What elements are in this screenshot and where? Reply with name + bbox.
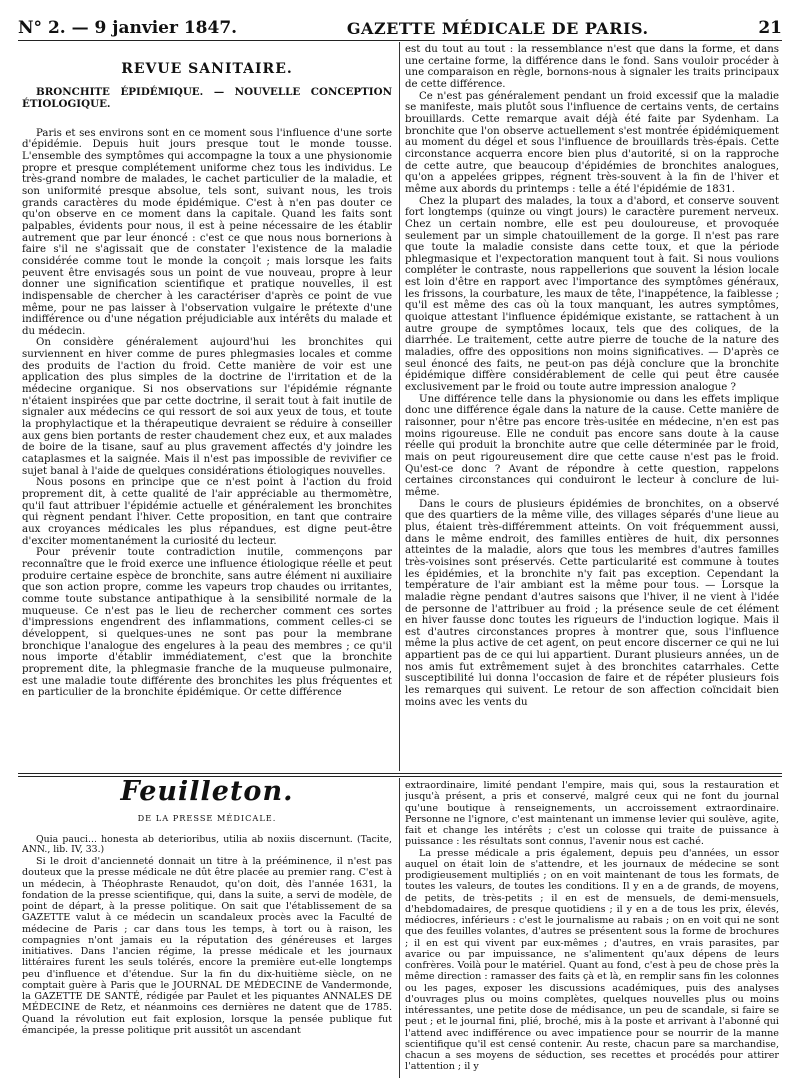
feuilleton-left-column — [22, 780, 392, 1078]
revue-paragraph: Ce n'est pas généralement pendant un froid excessif que la maladie se manifeste, mais plutôt sous l'influence de certains vents, de certains brouillards. Cette remarque avait déjà été faite par Sydenham. La bronchite que l'on observe actuellement s'est montrée épidémiquement au moment du dégel et sous l'influence de brouillards très-épais. Cette circonstance acquerra encore bien plus d'autorité, si on la rapproche de cette autre, que beaucoup d'épidémies de bronchites analogues, qu'on a appelées grippes, régnent très-souvent à la fin de l'hiver et même aux abords du printemps : telle a été l'épidémie de 1831. — [405, 90, 779, 195]
revue-paragraph: Pour prévenir toute contradiction inutile, commençons par reconnaître que le froid exerce une influence étiologique réelle et peut produire certaine espèce de bronchite, sans autre élément ni auxiliaire que son action propre, comme les vapeurs trop chaudes ou irritantes, comme toute substance antipathique à la sensibilité normale de la muqueuse. Ce n'est pas le lieu de rechercher comment ces sortes d'impressions engendrent des inflammations, comment celles-ci se développent, si quelques-unes ne sont pas pour la membrane bronchique l'analogue des engelures à la peau des membres ; ce qu'il nous importe d'établir immédiatement, c'est que la bronchite proprement dite, la phlegmasie franche de la muqueuse pulmonaire, est une maladie toute différente des bronchites les plus fréquentes et en particulier de la bronchite épidémique. Or cette différence — [22, 547, 392, 699]
revue-left-column — [22, 44, 392, 771]
epigraph-quote: Quia pauci... honesta ab deterioribus, utilia ab noxiis discernunt. (Tacite, ANN., lib. IV, 33.) — [22, 833, 392, 856]
page-header — [18, 10, 782, 38]
revue-paragraph: Dans le cours de plusieurs épidémies de bronchites, on a observé que des quartiers de la même ville, des villages séparés d'une lieue au plus, étaient très-différemment atteints. On voit fréquemment aussi, dans le même endroit, des familles entières de huit, dix personnes atteintes de la maladie, alors que tous les membres d'autres familles très-voisines sont préservés. Cette particularité est commune à toutes les épidémies, et la bronchite n'y fait pas exception. Cependant la température de l'air ambiant est la même pour tous. — Lorsque la maladie règne pendant d'autres saisons que l'hiver, il ne vient à l'idée de personne de l'attribuer au froid ; la présence seule de cet élément en hiver fausse donc toutes les rigueurs de l'induction logique. Mais il est d'autres circonstances propres à montrer que, sous l'influence même la plus active de cet agent, on peut encore discerner ce qui ne lui appartient pas de ce qui lui appartient. Durant plusieurs années, un de nos amis fut extrêmement sujet à des bronchites catarrhales. Cette susceptibilité lui donna l'occasion de faire et de répéter plusieurs fois les remarques qui suivent. Le retour de son affection coïncidait bien moins avec les vents du — [405, 498, 779, 708]
issue-date: N° 2. — 9 janvier 1847. — [18, 18, 238, 38]
feuilleton-paragraph: extraordinaire, limité pendant l'empire, mais qui, sous la restauration et jusqu'à présent, a pris et conservé, malgré ceux qui ne font du journal qu'une boutique à renseignements, un accroissement extraordinaire. Personne ne l'ignore, c'est maintenant un immense levier qui soulève, agite, fait et change les intérêts ; c'est un colosse qui traite de puissance à puissance : les résultats sont connus, l'avenir nous est caché. — [405, 780, 779, 848]
revue-paragraph: Une différence telle dans la physionomie ou dans les effets implique donc une différence égale dans la nature de la cause. Cette manière de raisonner, pour n'être pas encore très-usitée en médecine, n'en est pas moins rigoureuse. Elle ne conduit pas encore sans doute à la cause réelle qui produit la bronchite autre que celle déterminée par le froid, mais on peut rigoureusement dire que cette cause n'est pas le froid. Qu'est-ce donc ? Avant de répondre à cette question, rappelons certaines circonstances qui conduiront le lecteur à conclure de lui-même. — [405, 393, 779, 498]
feuilleton-subtitle: DE LA PRESSE MÉDICALE. — [137, 813, 277, 824]
feuilleton-paragraph: Si le droit d'ancienneté donnait un titre à la prééminence, il n'est pas douteux que la presse médicale ne dût être placée au premier rang. C'est à un médecin, à Théophraste Renaudot, qu'on doit, dès l'année 1631, la fondation de la presse scientifique, qui, dans la suite, a servi de modèle, de point de départ, à la presse politique. On sait que l'établissement de sa GAZETTE valut à ce médecin un scandaleux procès avec la Faculté de médecine de Paris ; car dans tous les temps, à tort ou à raison, les compagnies n'ont jamais eu la réputation des généreuses et larges initiatives. Dans l'ancien régime, la presse médicale et les journaux littéraires furent les seuls tolérés, encore la première eut-elle longtemps peu d'influence et d'étendue. Sur la fin du dix-huitième siècle, on ne comptait guère à Paris que le JOURNAL DE MÉDECINE de Vandermonde, la GAZETTE DE SANTÉ, rédigée par Paulet et les piquantes ANNALES DE MÉDECINE de Retz, et néanmoins ces dernières ne datent que de 1785. Quand la révolution eut fait explosion, lorsque la pensée publique fut émancipée, la presse politique prit aussitôt un ascendant — [22, 856, 392, 1036]
revue-paragraph: Chez la plupart des malades, la toux a d'abord, et conserve souvent fort longtemps (quinze ou vingt jours) le caractère purement nerveux. Chez un certain nombre, elle est peu douloureuse, et provoquée seulement par un simple chatouillement de la gorge. Il n'est pas rare que toute la maladie consiste dans cette toux, et que la période phlegmasique et l'expectoration manquent tout à fait. Si nous voulions compléter le contraste, nous rappellerions que souvent la lésion locale est loin d'être en rapport avec l'importance des symptômes généraux, les frissons, la courbature, les maux de tête, l'inappétence, la faiblesse ; qu'il est même des cas où la toux manquant, les autres symptômes, quoique attestant l'influence épidémique existante, se rattachent à un autre groupe de symptômes locaux, tels que des coliques, de la diarrhée. Le traitement, cette autre pierre de touche de la nature des maladies, offre des oppositions non moins significatives. — D'après ce seul énoncé des faits, ne peut-on pas déjà conclure que la bronchite épidémique diffère considérablement de celle qui peut être causée exclusivement par le froid ou toute autre impression analogue ? — [405, 195, 779, 394]
column-divider-bottom — [399, 778, 400, 1078]
feuilleton-title: Feuilleton. — [120, 780, 294, 807]
revue-paragraph: Paris et ses environs sont en ce moment sous l'influence d'une sorte d'épidémie. Depuis huit jours presque tout le monde tousse. L'ensemble des symptômes qui accompagne la toux a une physionomie propre et presque complétement uniforme chez tous les individus. Le très-grand nombre de malades, le cachet particulier de la maladie, et son uniformité presque absolue, tels sont, suivant nous, les trois grands caractères du mode épidémique. C'est à n'en pas douter ce qu'on observe en ce moment dans la capitale. Quand les faits sont palpables, évidents pour nous, il est à peine nécessaire de les établir autrement que par leur énoncé : c'est ce que nous nous bornerions à faire s'il ne s'agissait que de constater l'existence de la maladie considérée comme tout le monde la conçoit ; mais lorsque les faits peuvent être envisagés sous un point de vue nouveau, propre à leur donner une signification scientifique et pratique nouvelles, il est indispensable de chercher à les caractériser d'après ce point de vue même, pour ne pas laisser à l'observation vulgaire le prétexte d'une indifférence ou d'une négation préjudiciable aux intérêts du malade et du médecin. — [22, 127, 392, 337]
feuilleton-rule-1 — [18, 773, 782, 774]
feuilleton-right-column — [405, 780, 779, 1078]
revue-paragraph: est du tout au tout : la ressemblance n'est que dans la forme, et dans une certaine forme, la différence dans le fond. Sans vouloir procéder à une comparaison en règle, bornons-nous à signaler les traits principaux de cette différence. — [405, 44, 779, 90]
page-number: 21 — [758, 18, 782, 38]
column-divider-top — [399, 42, 400, 771]
journal-title: GAZETTE MÉDICALE DE PARIS. — [346, 19, 649, 38]
feuilleton-paragraph: La presse médicale a pris également, depuis peu d'années, un essor auquel on était loin de s'attendre, et les journaux de médecine se sont prodigieusement multipliés ; on en voit maintenant de tous les formats, de toutes les valeurs, de toutes les conditions. Il y en a de grands, de moyens, de petits, de très-petits ; il en est de mensuels, de demi-mensuels, d'hebdomadaires, de presque quotidiens ; il y en a de tous les prix, élevés, médiocres, inférieurs : c'est le journalisme au rabais ; on en voit qui ne sont que des feuilles volantes, d'autres se présentent sous la forme de brochures ; il en est qui vivent par eux-mêmes ; d'autres, en vrais parasites, par avarice ou par impuissance, ne s'alimentent qu'aux dépens de leurs confrères. Voilà pour le matériel. Quant au fond, c'est à peu de chose près la même direction : ramasser des faits çà et là, en remplir sans fin les colonnes ou les pages, exposer les discussions académiques, puis des analyses d'ouvrages plus ou moins complètes, quelques nouvelles plus ou moins intéressantes, une petite dose de médisance, un peu de scandale, si faire se peut ; et le journal fini, plié, broché, mis à la poste et arrivant à l'abonné qui l'attend avec indifférence ou avec impatience pour se nourrir de la manne scientifique qu'il est censé contenir. Au reste, chacun pare sa marchandise, chacun a ses moyens de séduction, ses recettes et procédés pour attirer l'attention ; il y — [405, 847, 779, 1073]
feuilleton-rule-2 — [18, 776, 782, 777]
revue-paragraph: On considère généralement aujourd'hui les bronchites qui surviennent en hiver comme de pures phlegmasies locales et comme des produits de l'action du froid. Cette manière de voir est une application des plus simples de la doctrine de l'irritation et de la médecine organique. Si nos observations sur l'épidémie régnante n'étaient inspirées que par cette doctrine, il serait tout à fait inutile de signaler aux médecins ce qui ressort de soi aux yeux de tous, et toute la prophylactique et la thérapeutique devraient se réduire à conseiller aux gens bien portants de rester chaudement chez eux, et aux malades de boire de la tisane, sauf au plus gravement affectés d'y joindre les cataplasmes et la saignée. Mais il n'est pas impossible de revivifier ce sujet banal à l'aide de quelques considérations étiologiques nouvelles. — [22, 337, 392, 477]
revue-subtitle: BRONCHITE ÉPIDÉMIQUE. — NOUVELLE CONCEPTION ÉTIOLOGIQUE. — [22, 85, 392, 110]
revue-paragraph: Nous posons en principe que ce n'est point à l'action du froid proprement dit, à cette qualité de l'air appréciable au thermomètre, qu'il faut attribuer l'épidémie actuelle et généralement les bronchites qui règnent pendant l'hiver. Cette proposition, en tant que contraire aux croyances médicales les plus répandues, est digne peut-être d'exciter momentanément la curiosité du lecteur. — [22, 477, 392, 547]
revue-right-column — [405, 44, 779, 771]
header-rule — [18, 40, 782, 41]
revue-title: REVUE SANITAIRE. — [121, 61, 293, 77]
